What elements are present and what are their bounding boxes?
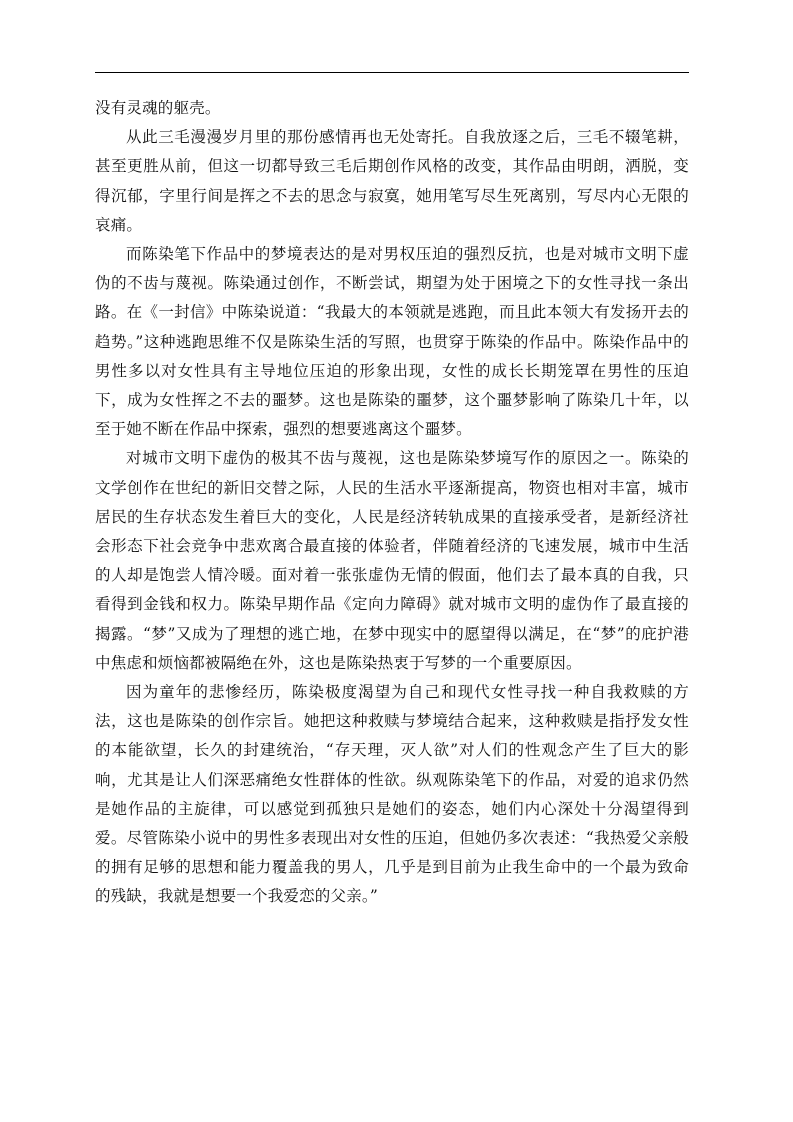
paragraph-4: 对城市文明下虚伪的极其不齿与蔑视，这也是陈染梦境写作的原因之一。陈染的文学创作在世纪的新旧交替之际，人民的生活水平逐渐提高，物资也相对丰富，城市居民的生存状态发生着巨大的变化，人民是经济转轨成果的直接承受者，是新经济社会形态下社会竞争中悲欢离合最直接的体验者，伴随着经济的飞速发展，城市中生活的人却是饱尝人情冷暖。面对着一张张虚伪无情的假面，他们去了最本真的自我，只看得到金钱和权力。陈染早期作品《定向力障碍》就对城市文明的虚伪作了最直接的揭露。“梦”又成为了理想的逃亡地，在梦中现实中的愿望得以满足，在“梦”的庇护港中焦虑和烦恼都被隔绝在外，这也是陈染热衷于写梦的一个重要原因。: [95, 449, 689, 672]
document-body: [95, 94, 689, 912]
paragraph-2: 从此三毛漫漫岁月里的那份感情再也无处寄托。自我放逐之后，三毛不辍笔耕，甚至更胜从前，但这一切都导致三毛后期创作风格的改变，其作品由明朗，洒脱，变得沉郁，字里行间是挥之不去的思念与寂寞，她用笔写尽生死离别，写尽内心无限的哀痛。: [95, 128, 689, 234]
header-rule: [95, 72, 689, 73]
paragraph-1: 没有灵魂的躯壳。: [95, 99, 221, 117]
paragraph-3: 而陈染笔下作品中的梦境表达的是对男权压迫的强烈反抗，也是对城市文明下虚伪的不齿与蔑视。陈染通过创作，不断尝试，期望为处于困境之下的女性寻找一条出路。在《一封信》中陈染说道：“我最大的本领就是逃跑，而且此本领大有发扬开去的趋势。”这种逃跑思维不仅是陈染生活的写照，也贯穿于陈染的作品中。陈染作品中的男性多以对女性具有主导地位压迫的形象出现，女性的成长长期笼罩在男性的压迫下，成为女性挥之不去的噩梦。这也是陈染的噩梦，这个噩梦影响了陈染几十年，以至于她不断在作品中探索，强烈的想要逃离这个噩梦。: [95, 245, 689, 439]
paragraph-5: 因为童年的悲惨经历，陈染极度渴望为自己和现代女性寻找一种自我救赎的方法，这也是陈染的创作宗旨。她把这种救赎与梦境结合起来，这种救赎是指抒发女性的本能欲望，长久的封建统治，“存天理，灭人欲”对人们的性观念产生了巨大的影响，尤其是让人们深恶痛绝女性群体的性欲。纵观陈染笔下的作品，对爱的追求仍然是她作品的主旋律，可以感觉到孤独只是她们的姿态，她们内心深处十分渴望得到爱。尽管陈染小说中的男性多表现出对女性的压迫，但她仍多次表述：“我热爱父亲般的拥有足够的思想和能力覆盖我的男人，几乎是到目前为止我生命中的一个最为致命的残缺，我就是想要一个我爱恋的父亲。”: [95, 683, 689, 906]
